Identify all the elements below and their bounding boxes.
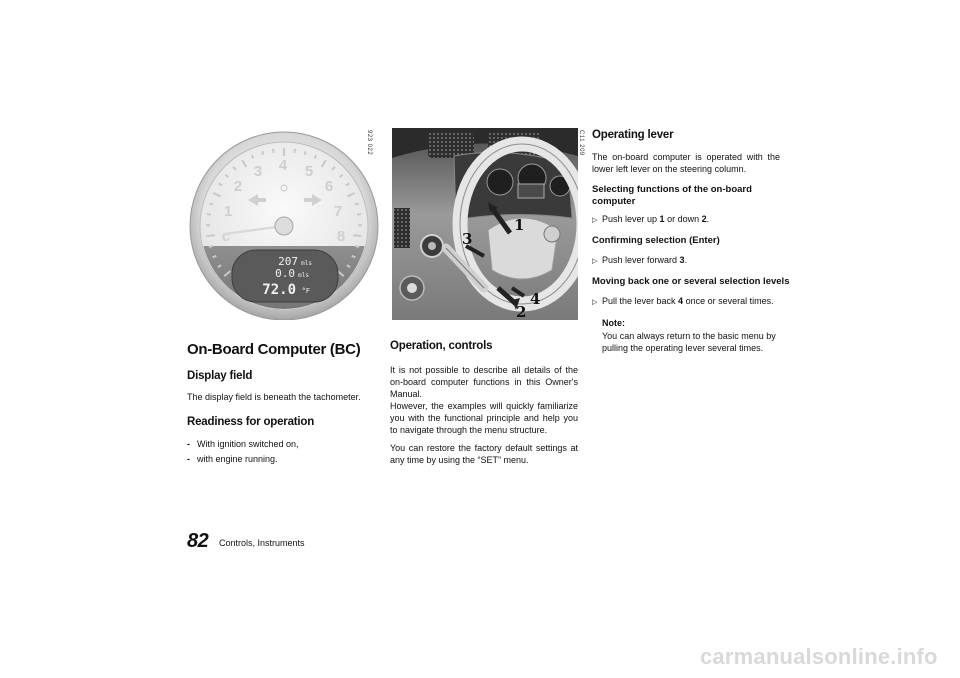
- dial-number: 4: [278, 157, 288, 174]
- note-label: Note:: [602, 318, 625, 328]
- operation-controls-heading: Operation, controls: [390, 340, 493, 352]
- bullet-text: With ignition switched on,: [197, 439, 299, 449]
- watermark: carmanualsonline.info: [700, 644, 938, 669]
- moveback-heading: Moving back one or several selection levels: [592, 276, 790, 287]
- callout-label: 3: [462, 230, 473, 248]
- dial-tick: [294, 149, 295, 153]
- svg-text:c: c: [221, 228, 231, 245]
- display-field-text: The display field is beneath the tachometer.: [187, 392, 361, 402]
- step-arrow-icon: ▷: [592, 258, 598, 265]
- display-line-unit: mls: [301, 260, 312, 267]
- confirm-heading: Confirming selection (Enter): [592, 235, 720, 246]
- dial-tick: [357, 214, 361, 215]
- steering-figure: [392, 128, 578, 320]
- operating-lever-intro: The on-board computer is operated with the lower left lever on the steering column.: [592, 152, 780, 174]
- operation-para-1: It is not possible to describe all details of the on-board computer functions in this Owner's Manual.: [390, 365, 578, 399]
- operating-lever-heading: Operating lever: [592, 129, 674, 141]
- confirm-step: ▷ Push lever forward 3.: [592, 254, 687, 268]
- dial-number: 2: [233, 178, 243, 195]
- step-arrow-icon: ▷: [592, 299, 598, 306]
- display-line-value: 0.0: [275, 267, 295, 280]
- dial-tick: [273, 149, 274, 153]
- dial-tick: [262, 151, 263, 155]
- display-line-unit: mls: [298, 272, 309, 279]
- dial-tick: [209, 203, 213, 204]
- step-arrow-icon: ▷: [592, 217, 598, 224]
- callout-label: 1: [514, 216, 525, 234]
- dial-number: 1: [223, 203, 233, 220]
- operation-para-2: However, the examples will quickly familiarize you with the functional principle and help you to navigate through the menu structure.: [390, 401, 578, 435]
- dial-tick: [305, 151, 306, 155]
- page-number: 82: [187, 530, 209, 552]
- callout-label: 2: [516, 303, 527, 320]
- callout-label: 4: [530, 290, 541, 308]
- selecting-step: ▷ Push lever up 1 or down 2.: [592, 213, 709, 227]
- display-line-value: 207: [278, 255, 298, 268]
- bullet-mark: -: [187, 439, 190, 449]
- bullet-text: with engine running.: [197, 454, 278, 464]
- page-title: On-Board Computer (BC): [187, 341, 361, 358]
- list-item: [187, 453, 278, 465]
- bullet-mark: -: [187, 454, 190, 464]
- section-name: Controls, Instruments: [219, 538, 305, 548]
- figure-code: C11 209: [578, 130, 584, 156]
- moveback-step: ▷ Pull the lever back 4 once or several times.: [592, 295, 774, 309]
- figure-code: 923 022: [366, 130, 372, 156]
- note-text: You can always return to the basic menu by pulling the operating lever several times.: [602, 331, 776, 353]
- dial-number: 5: [304, 163, 314, 180]
- dial-number: 3: [253, 163, 263, 180]
- display-field-heading: Display field: [187, 370, 253, 382]
- dial-number: 7: [333, 203, 343, 220]
- operation-para-3: You can restore the factory default settings at any time by using the “SET” menu.: [390, 443, 578, 465]
- tachometer-figure: [186, 128, 382, 320]
- display-line-value: 72.0: [262, 282, 296, 298]
- dial-number: 6: [324, 178, 334, 195]
- dial-tick: [355, 203, 359, 204]
- tachometer-illustration: [186, 128, 382, 320]
- list-item: [187, 438, 299, 450]
- dial-number: 8: [336, 228, 346, 245]
- dial-tick: [355, 246, 359, 247]
- display-line-unit: °F: [301, 287, 310, 295]
- selecting-heading: Selecting functions of the on-board computer: [592, 184, 752, 207]
- readiness-heading: Readiness for operation: [187, 416, 315, 428]
- dial-tick: [207, 214, 211, 215]
- dial-tick: [207, 235, 215, 236]
- dial-tick: [209, 246, 213, 247]
- dial-tick: [353, 235, 361, 236]
- steering-column-illustration: [392, 128, 578, 320]
